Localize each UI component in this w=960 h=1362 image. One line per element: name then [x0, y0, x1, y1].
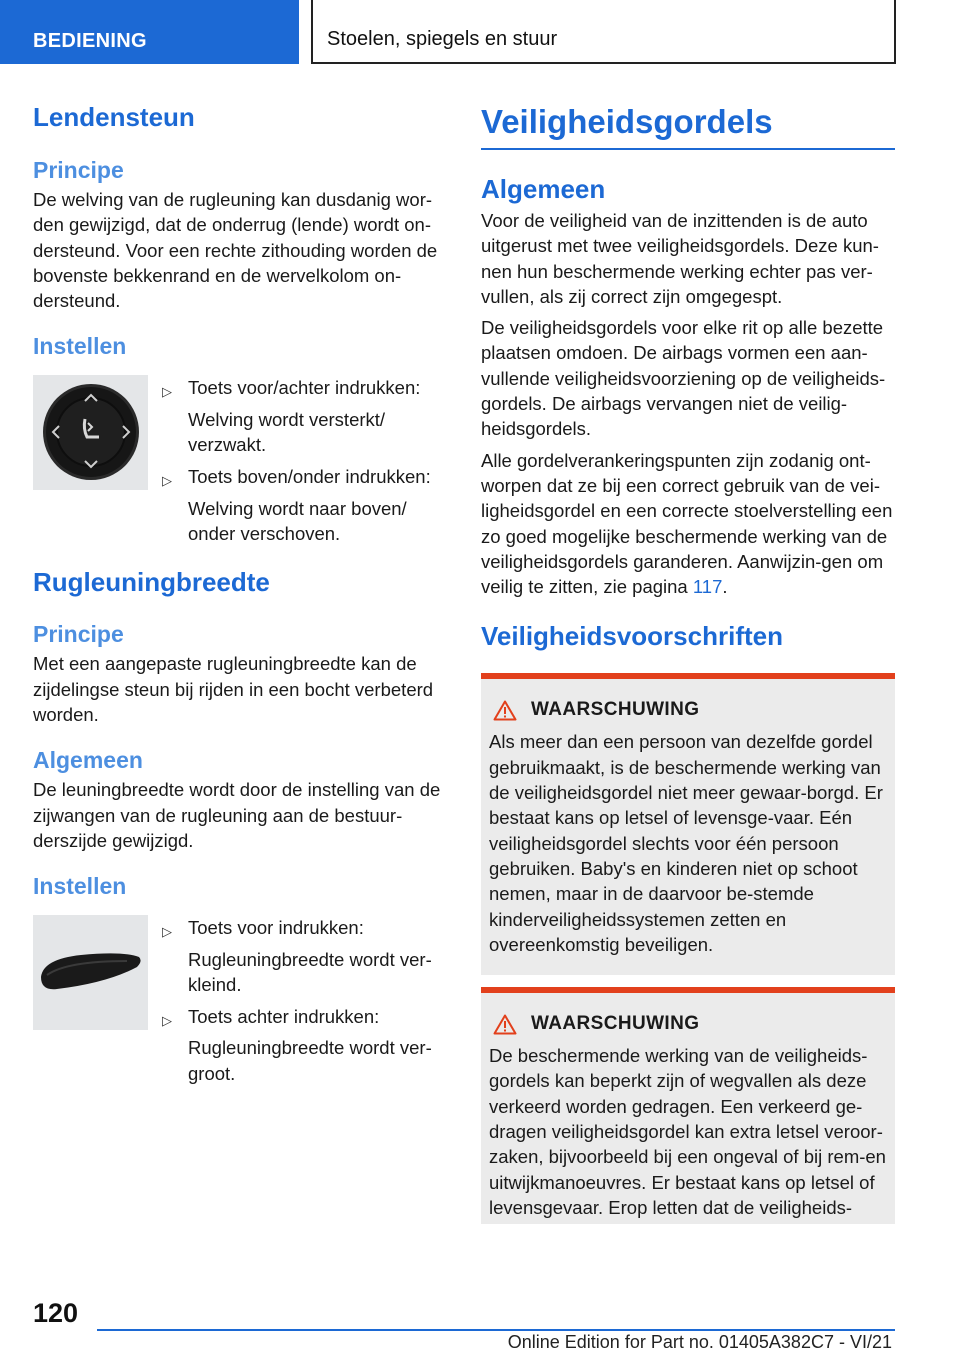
- section-tab-label: BEDIENING: [33, 30, 147, 52]
- footer-divider: [97, 1329, 895, 1331]
- page-link-117[interactable]: 117: [692, 576, 723, 598]
- seatbelts-para-3: [481, 448, 895, 600]
- backrest-general-heading: Algemeen: [33, 747, 143, 774]
- list-item: [162, 915, 452, 997]
- warning-box: [481, 987, 895, 1224]
- right-column: [481, 100, 895, 1224]
- warning-triangle-icon: [493, 1014, 517, 1035]
- seatbelts-title: Veiligheidsgordels: [481, 103, 773, 140]
- chapter-header: [311, 0, 896, 64]
- left-column: [33, 100, 448, 1093]
- warning-text: De beschermende werking van de veiligheids-gordels kan beperkt zijn of wegvallen als deze verkeerd worden gedragen. Een verkeerd ge-dragen veiligheidsgordel kan extra letsel veroor-zaken, bijvoorbeeld bij een ongeval of bij rem-en uitwijkmanoeuvres. Er bestaat kans op letsel of levensgevaar. Erop letten dat de veiligheids-: [489, 1045, 886, 1218]
- warning-triangle-icon: [493, 700, 517, 721]
- triangle-bullet-icon: ▷: [162, 384, 172, 400]
- triangle-bullet-icon: ▷: [162, 924, 172, 940]
- backrest-principle-heading: Principe: [33, 621, 124, 648]
- chapter-title: Stoelen, spiegels en stuur: [327, 28, 558, 50]
- safety-rules-heading: Veiligheidsvoorschriften: [481, 621, 783, 652]
- step-action: Toets boven/onder indrukken:: [188, 466, 431, 488]
- warning-text: Als meer dan een persoon van dezelfde gordel gebruikmaakt, is de beschermende werking van de veiligheidsgordel niet meer gewaar-borgd. Er bestaat kans op letsel of levensge-vaar. Eén veiligheidsgordel slechts voor één persoon gebruiken. Baby's en kinderen niet op schoot nemen, maar in de daarvoor be-stemde kinderveiligheidssystemen zetten en overeenkomstig beveiligen.: [489, 731, 883, 955]
- lumbar-principle-text: De welving van de rugleuning kan dusdanig wor-den gewijzigd, dat de onderrug (lende) wordt on-dersteund. Voor een rechte zithouding worden de bovenste bekkenrand en de wervelkolom on-dersteund.: [33, 189, 438, 312]
- triangle-bullet-icon: ▷: [162, 1013, 172, 1029]
- backrest-adjust-block: [33, 915, 448, 1093]
- backrest-steps: [162, 915, 452, 1086]
- warning-label: WAARSCHUWING: [531, 1013, 700, 1035]
- backrest-principle-text: Met een aangepaste rugleuningbreedte kan de zijdelingse steun bij rijden in een bocht verbeterd worden.: [33, 653, 434, 726]
- para-3-end: .: [722, 576, 728, 598]
- backrest-switch-icon: [33, 915, 148, 1030]
- triangle-bullet-icon: ▷: [162, 473, 172, 489]
- backrest-width-title: Rugleuningbreedte: [33, 567, 270, 598]
- title-divider: [481, 148, 895, 150]
- lumbar-steps: [162, 375, 452, 546]
- step-result: Rugleuningbreedte wordt ver-groot.: [188, 1037, 432, 1084]
- lumbar-adjust-block: [33, 375, 448, 553]
- seatbelts-para-2: De veiligheidsgordels voor elke rit op alle bezette plaatsen omdoen. De airbags vormen een aan-vullende veiligheidsvoorziening op de veiligheids-gordels. De airbags vervangen niet de veilig-heidsgordels.: [481, 317, 886, 440]
- lumbar-principle-heading: Principe: [33, 157, 124, 183]
- step-action: Toets achter indrukken:: [188, 1006, 380, 1028]
- warning-header: [489, 695, 887, 725]
- step-action: Toets voor/achter indrukken:: [188, 377, 421, 399]
- para-3-text: Alle gordelverankeringspunten zijn zodanig ont-worpen dat ze bij een correct gebruik van de vei-ligheidsgordel en een correcte stoelverstelling een zo goed mogelijke beschermende werking van de veiligheidsgordels garanderen. Aanwijzin-gen om veilig te zitten, zie pagina: [481, 449, 893, 598]
- step-result: Rugleuningbreedte wordt ver-kleind.: [188, 948, 432, 995]
- page-number: 120: [33, 1298, 79, 1328]
- lumbar-adjust-heading: Instellen: [33, 333, 127, 360]
- edition-text: Online Edition for Part no. 01405A382C7 - VI/21: [507, 1332, 892, 1352]
- lumbar-switch-icon: [33, 375, 148, 490]
- lumbar-title: Lendensteun: [33, 102, 195, 132]
- seatbelts-para-1: Voor de veiligheid van de inzittenden is de auto uitgerust met twee veiligheidsgordels. Deze kun-nen hun beschermende werking echter pas ver-vullen, als zij correct zijn omgegespt.: [481, 210, 879, 307]
- step-action: Toets voor indrukken:: [188, 917, 364, 939]
- list-item: [162, 375, 452, 457]
- backrest-adjust-heading: Instellen: [33, 873, 127, 900]
- seatbelts-general-heading: Algemeen: [481, 174, 606, 204]
- list-item: [162, 1004, 452, 1086]
- step-result: Welving wordt naar boven/ onder verschoven.: [188, 497, 407, 544]
- backrest-general-text: De leuningbreedte wordt door de instelling van de zijwangen van de rugleuning aan de bestuur-derszijde gewijzigd.: [33, 779, 441, 851]
- lumbar-switch-image: [33, 375, 148, 490]
- list-item: [162, 464, 452, 546]
- warning-header: [489, 1009, 887, 1039]
- step-result: Welving wordt versterkt/ verzwakt.: [188, 408, 386, 456]
- backrest-switch-image: [33, 915, 148, 1030]
- warning-label: WAARSCHUWING: [531, 699, 700, 721]
- warning-box: [481, 673, 895, 975]
- section-tab: [0, 0, 299, 64]
